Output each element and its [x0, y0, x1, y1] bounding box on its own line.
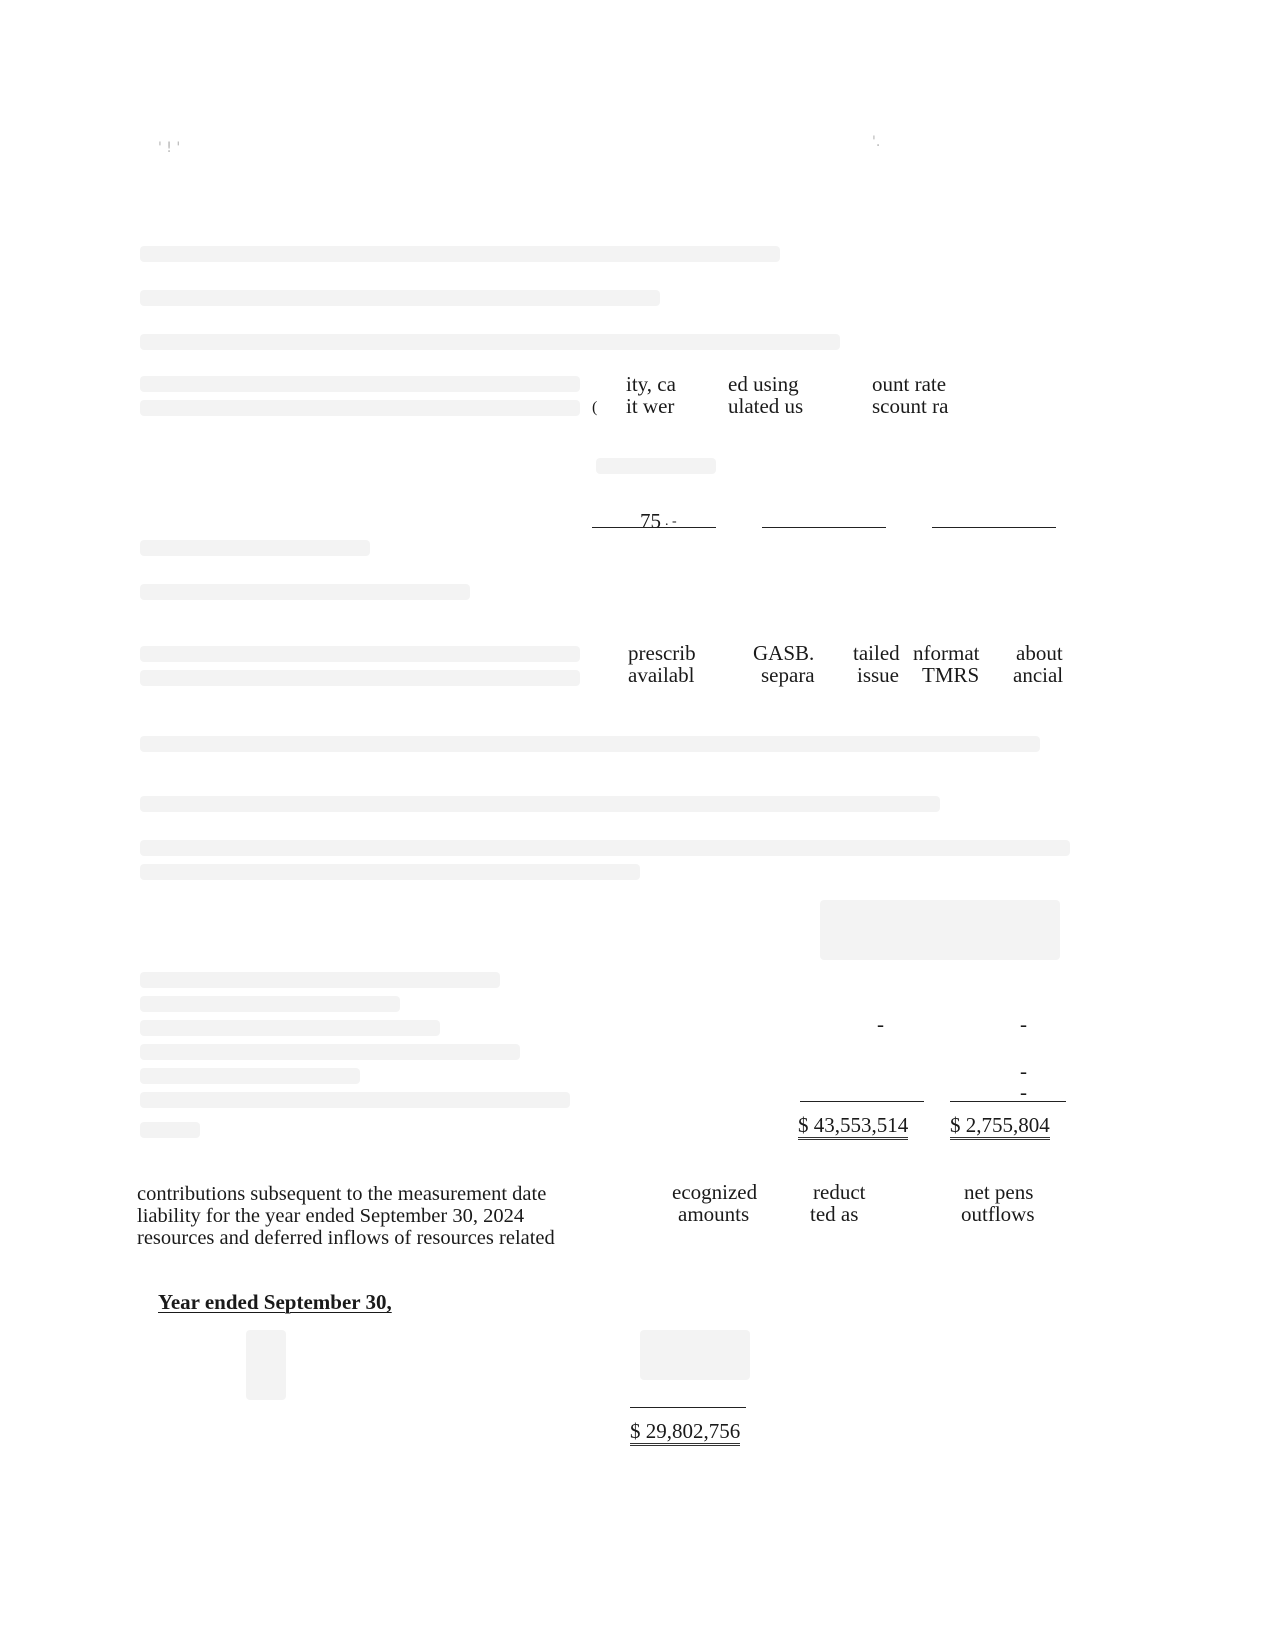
faded-text-line [140, 540, 370, 556]
fiduciary-c3-l1: tailed [853, 641, 900, 665]
sensitivity-col1-line1: ity, ca [626, 372, 676, 396]
faded-text-line [140, 646, 580, 662]
faded-text-line [140, 840, 1070, 856]
fiduciary-c5-l2: ancial [1013, 663, 1064, 687]
total-deferred-outflows: $ 43,553,514 [798, 1114, 908, 1140]
sensitivity-col3-line1: ount rate [872, 372, 947, 396]
scan-speck: '. [872, 134, 881, 150]
subtotal-rule [630, 1407, 746, 1408]
fiduciary-c2-l2: separa [761, 663, 815, 687]
amortization-total: $ 29,802,756 [630, 1420, 740, 1446]
sensitivity-col1-line2: it wer [626, 394, 675, 418]
paragraph-line-3: resources and deferred inflows of resources related [137, 1227, 555, 1249]
total-deferred-inflows: $ 2,755,804 [950, 1114, 1050, 1140]
faded-text-line [140, 864, 640, 880]
amortization-heading: Year ended September 30, [158, 1290, 392, 1314]
faded-amount-list [640, 1330, 750, 1380]
faded-text-line [140, 670, 580, 686]
paragraph-mid2-l1: reduct [813, 1180, 866, 1204]
sensitivity-col3-line2: scount ra [872, 394, 949, 418]
left-mark: ( [592, 399, 598, 416]
faded-text-line [596, 458, 716, 474]
faded-year-list [246, 1330, 286, 1400]
sensitivity-col2-line1: ed using [728, 372, 799, 396]
paragraph-line-1: contributions subsequent to the measurement date [137, 1183, 547, 1205]
faded-text-line [140, 584, 470, 600]
faded-text-line [140, 334, 840, 350]
dash-outflow: - [877, 1012, 884, 1036]
faded-text-line [140, 290, 660, 306]
sensitivity-col2-line2: ulated us [728, 394, 804, 418]
faded-text-line [140, 400, 580, 416]
fiduciary-c4-l1: nformat [913, 641, 980, 665]
fiduciary-c2-l1: GASB. [753, 641, 815, 665]
faded-column-header [820, 900, 1060, 960]
underline-rule [932, 527, 1056, 528]
faded-text-line [140, 376, 580, 392]
paragraph-line-2: liability for the year ended September 30, 2024 [137, 1205, 525, 1227]
faded-text-line [140, 1122, 200, 1138]
faded-text-line [140, 1044, 520, 1060]
faded-text-line [140, 1068, 360, 1084]
faded-text-line [140, 1020, 440, 1036]
fiduciary-c4-l2: TMRS [922, 663, 980, 687]
faded-text-line [140, 1092, 570, 1108]
underline-rule [592, 527, 716, 528]
underline-rule [762, 527, 886, 528]
paragraph-mid1-l1: ecognized [672, 1180, 758, 1204]
dash-inflow: - [1020, 1080, 1027, 1104]
faded-text-line [140, 996, 400, 1012]
paragraph-right-l1: net pens [964, 1180, 1034, 1204]
faded-text-line [140, 796, 940, 812]
paragraph-mid1-l2: amounts [678, 1202, 750, 1226]
fiduciary-c5-l1: about [1016, 641, 1063, 665]
paragraph-right-l2: outflows [961, 1202, 1035, 1226]
subtotal-rule [800, 1101, 924, 1102]
sensitivity-value: 75 [640, 509, 661, 533]
sensitivity-value-trail: . - [665, 514, 677, 529]
fiduciary-c3-l2: issue [857, 663, 899, 687]
scan-speck: ' ! ' [158, 140, 181, 156]
dash-inflow: - [1020, 1012, 1027, 1036]
paragraph-mid2-l2: ted as [810, 1202, 859, 1226]
faded-text-line [140, 246, 780, 262]
subtotal-rule [950, 1101, 1066, 1102]
faded-text-line [140, 972, 500, 988]
fiduciary-c1-l1: prescrib [628, 641, 696, 665]
fiduciary-c1-l2: availabl [628, 663, 695, 687]
dash-inflow: - [1020, 1059, 1027, 1083]
faded-text-line [140, 736, 1040, 752]
